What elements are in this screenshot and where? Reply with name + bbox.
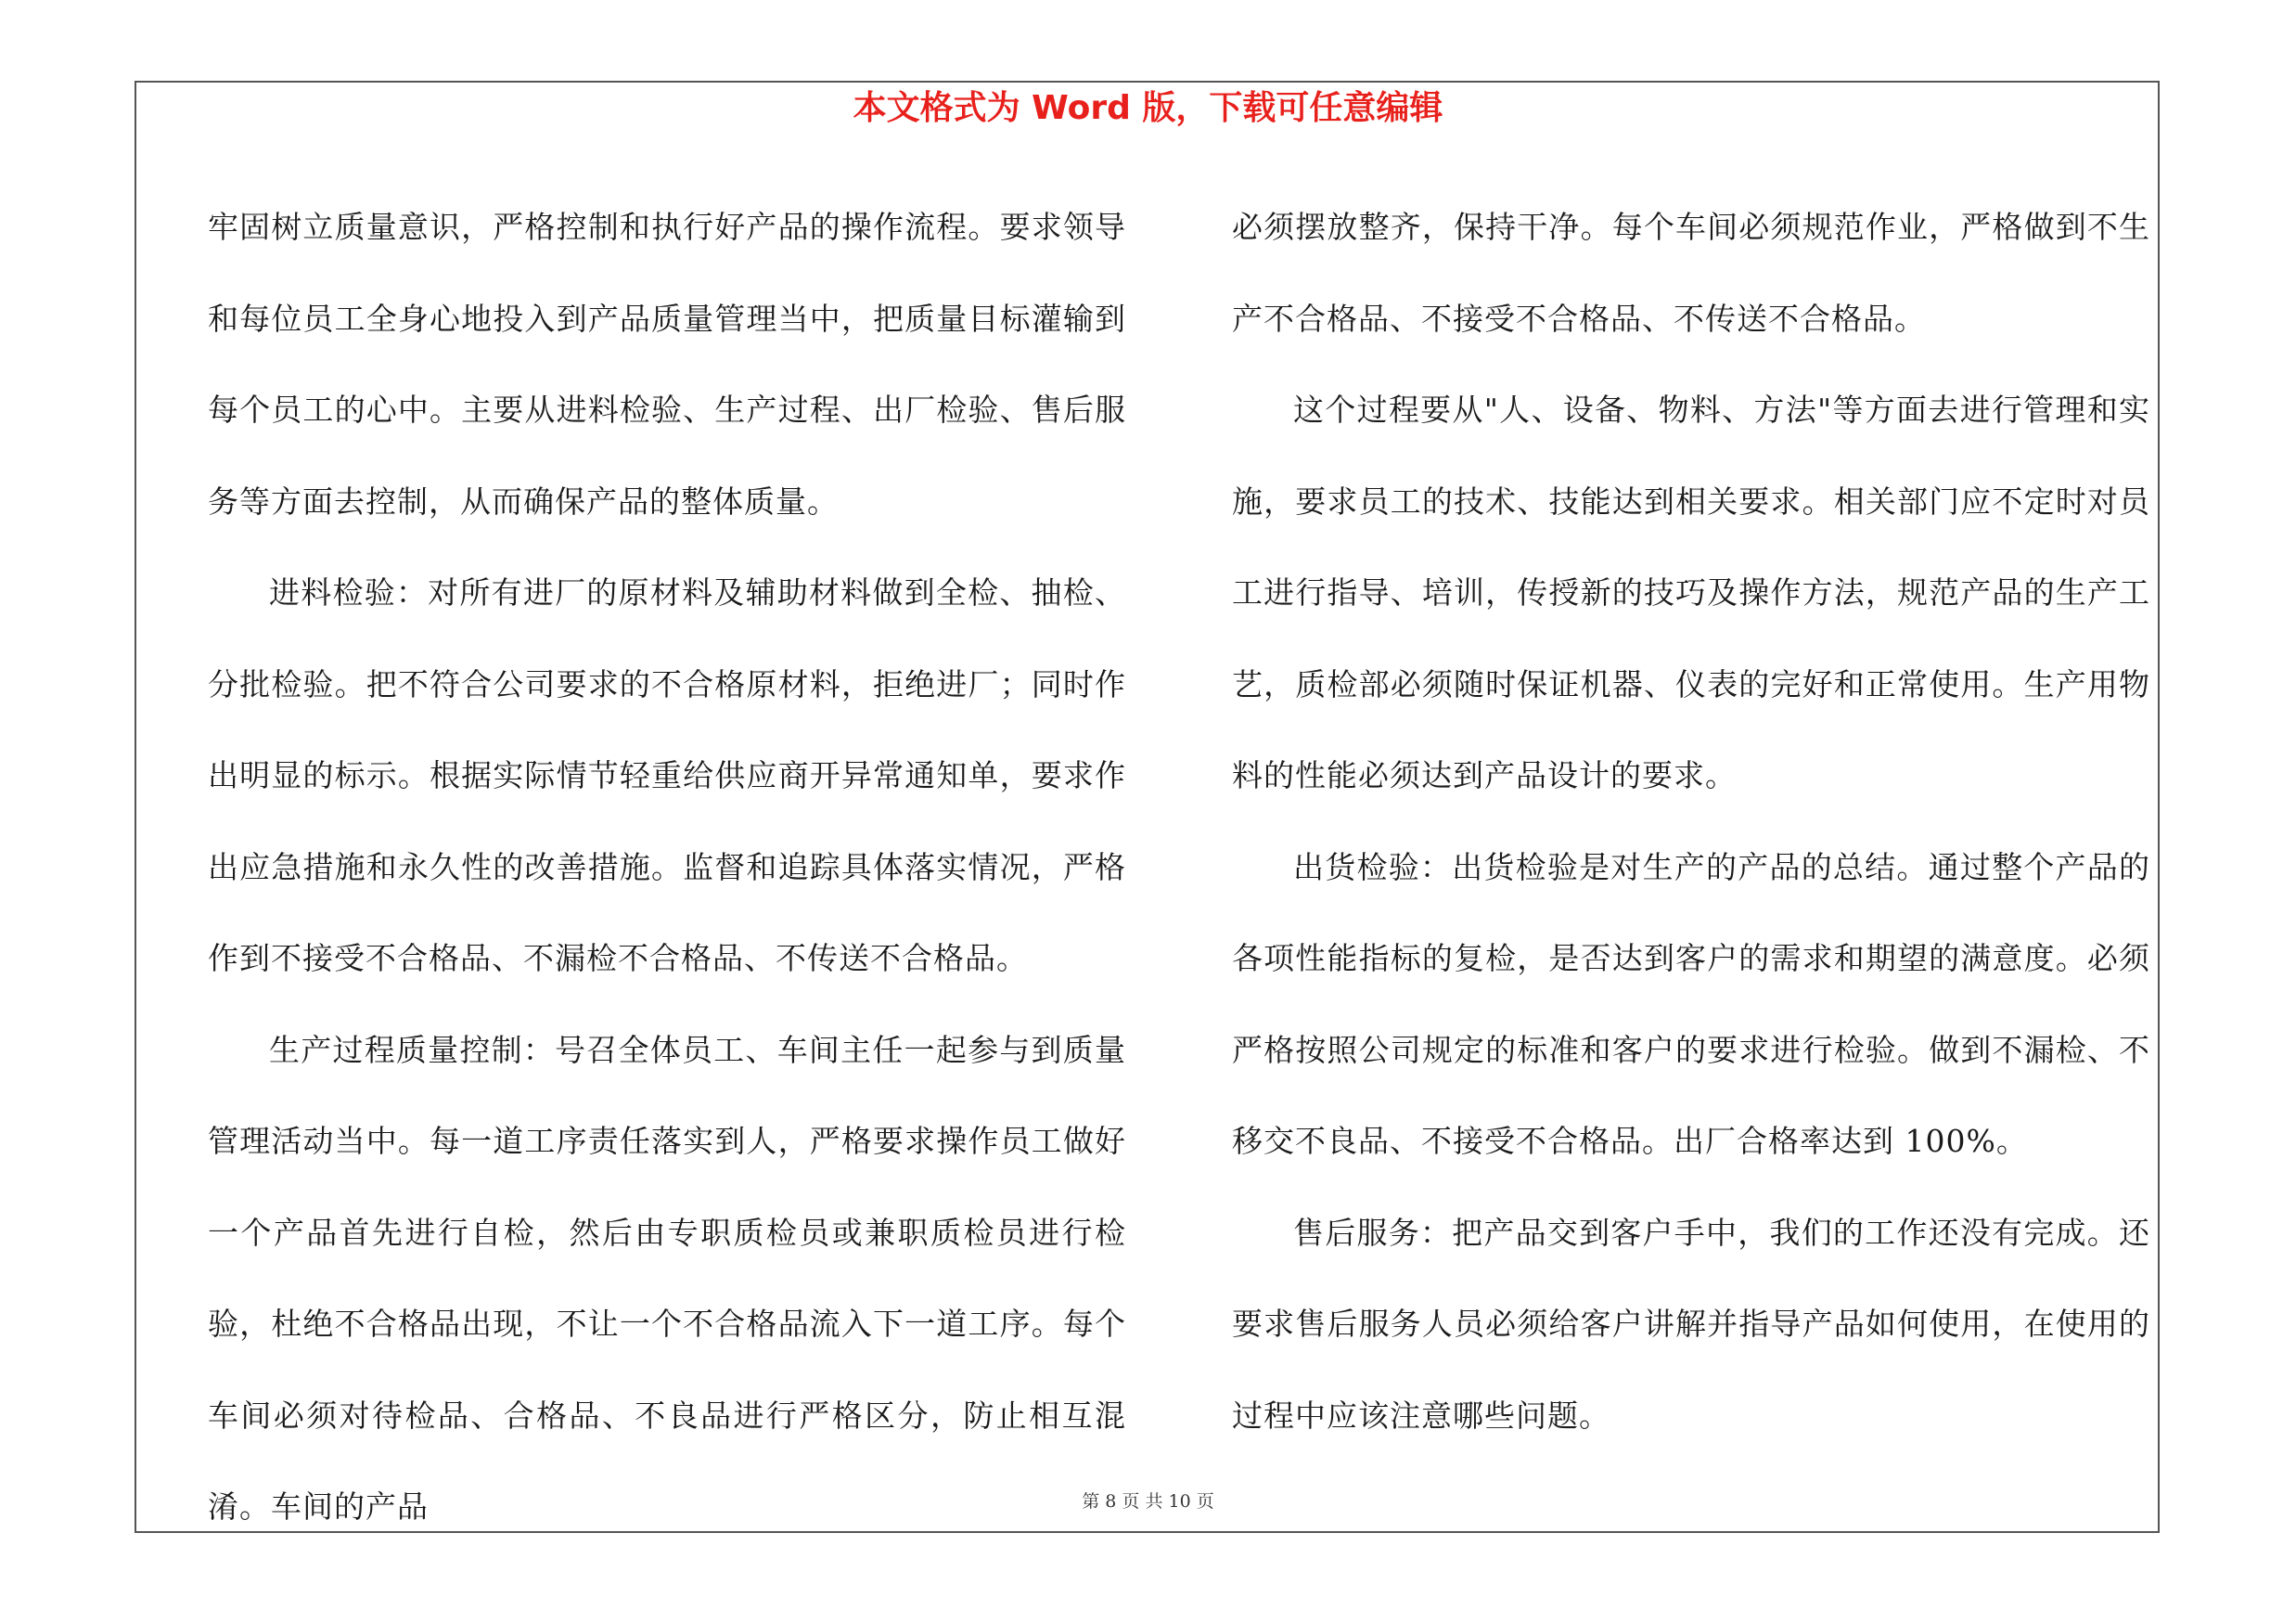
- paragraph-after-sales-service: 售后服务：把产品交到客户手中，我们的工作还没有完成。还要求售后服务人员必须给客户讲解并指导产品如何使用，在使用的过程中应该注意哪些问题。: [1232, 1214, 2150, 1434]
- page-number: 第 8 页 共 10 页: [1082, 1491, 1214, 1512]
- left-column: [208, 182, 1126, 1553]
- paragraph-process-management: 这个过程要从"人、设备、物料、方法"等方面去进行管理和实施，要求员工的技术、技能达到相关要求。相关部门应不定时对员工进行指导、培训，传授新的技巧及操作方法，规范产品的生产工艺，质检部必须随时保证机器、仪表的完好和正常使用。生产用物料的性能必须达到产品设计的要求。: [1232, 392, 2150, 793]
- paragraph-quality-awareness: 牢固树立质量意识，严格控制和执行好产品的操作流程。要求领导和每位员工全身心地投入到产品质量管理当中，把质量目标灌输到每个员工的心中。主要从进料检验、生产过程、出厂检验、售后服务等方面去控制，从而确保产品的整体质量。: [208, 209, 1126, 520]
- document-banner: 本文格式为 Word 版，下载可任意编辑: [853, 89, 1443, 127]
- paragraph-production-control-continued: 必须摆放整齐，保持干净。每个车间必须规范作业，严格做到不生产不合格品、不接受不合格品、不传送不合格品。: [1232, 209, 2150, 337]
- paragraph-incoming-inspection: 进料检验：对所有进厂的原材料及辅助材料做到全检、抽检、分批检验。把不符合公司要求的不合格原材料，拒绝进厂；同时作出明显的标示。根据实际情节轻重给供应商开异常通知单，要求作出应急措施和永久性的改善措施。监督和追踪具体落实情况，严格作到不接受不合格品、不漏检不合格品、不传送不合格品。: [208, 574, 1126, 976]
- right-column: [1232, 182, 2150, 1462]
- paragraph-production-control: 生产过程质量控制：号召全体员工、车间主任一起参与到质量管理活动当中。每一道工序责任落实到人，严格要求操作员工做好一个产品首先进行自检，然后由专职质检员或兼职质检员进行检验，杜绝不合格品出现，不让一个不合格品流入下一道工序。每个车间必须对待检品、合格品、不良品进行严格区分，防止相互混淆。车间的产品: [208, 1031, 1126, 1525]
- paragraph-shipping-inspection: 出货检验：出货检验是对生产的产品的总结。通过整个产品的各项性能指标的复检，是否达到客户的需求和期望的满意度。必须严格按照公司规定的标准和客户的要求进行检验。做到不漏检、不移交不良品、不接受不合格品。出厂合格率达到 100%。: [1232, 848, 2150, 1159]
